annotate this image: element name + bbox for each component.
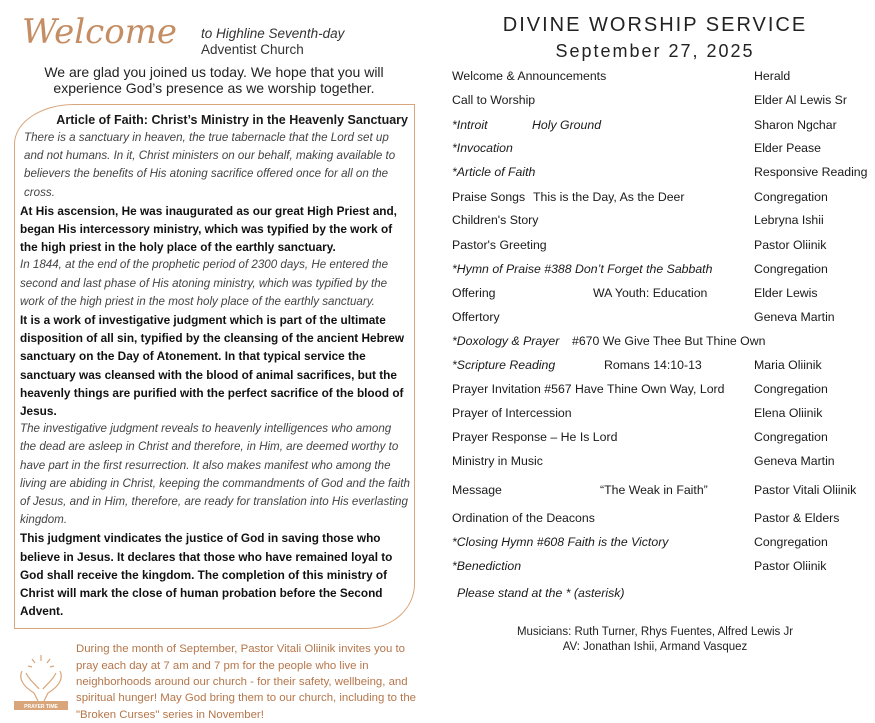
service-row xyxy=(452,483,873,499)
praying-hands-icon xyxy=(14,651,68,713)
service-row xyxy=(452,69,873,85)
prayer-invitation-text: During the month of September, Pastor Vitali Oliinik invites you to pray each day at 7 am and 7 pm for the people who live in neighborhoods around our church - for their safety, wellbeing, and spiritual hunger! May God bring them to our church, including to the "Broken Curses" series in November! xyxy=(76,643,417,721)
article-title: Article of Faith: Christ’s Ministry in the Heavenly Sanctuary xyxy=(56,113,408,127)
service-item: Prayer of Intercession xyxy=(452,406,572,420)
service-leader: Responsive Reading xyxy=(754,165,868,179)
service-row xyxy=(452,165,873,181)
service-leader: Pastor Oliinik xyxy=(754,559,827,573)
service-detail: “The Weak in Faith” xyxy=(600,483,708,497)
service-row xyxy=(452,213,873,229)
service-detail: #670 We Give Thee But Thine Own xyxy=(572,334,766,348)
service-item: Offertory xyxy=(452,310,500,324)
service-row xyxy=(452,141,873,157)
service-item: *Benediction xyxy=(452,559,522,573)
service-item: Pastor's Greeting xyxy=(452,238,547,252)
article-of-faith-box xyxy=(14,104,415,629)
service-item: *Closing Hymn #608 Faith is the Victory xyxy=(452,535,669,549)
service-row xyxy=(452,406,873,422)
service-row xyxy=(452,535,873,551)
service-leader: Congregation xyxy=(754,190,828,204)
service-leader: Elder Al Lewis Sr xyxy=(754,93,847,107)
welcome-script-logo: Welcome xyxy=(22,12,178,52)
service-row xyxy=(452,334,873,350)
article-paragraph: The investigative judgment reveals to heavenly intelligences who among the dead are asleep in Christ and therefore, in Him, are deemed worthy to have part in the first resurrection. It also makes manifest who among the living are abiding in Christ, keeping the commandments of God and the faith of Jesus, and in Him, therefore, are ready for translation into His everlasting kingdom. xyxy=(20,422,410,527)
welcome-subtitle-line1: to Highline Seventh-day xyxy=(201,26,345,41)
service-item: Prayer Response – He Is Lord xyxy=(452,430,618,444)
service-detail: This is the Day, As the Deer xyxy=(533,190,685,204)
service-detail: Romans 14:10-13 xyxy=(604,358,702,372)
service-title: DIVINE WORSHIP SERVICE xyxy=(502,14,808,36)
service-item: *Invocation xyxy=(452,141,513,155)
article-paragraph: It is a work of investigative judgment which is part of the ultimate disposition of all sin, typified by the cleansing of the ancient Hebrew sanctuary on the Day of Atonement. In that typical service the sanctuary was cleansed with the blood of animal sacrifices, but the heavenly things are purified with the perfect sacrifice of the blood of Jesus. xyxy=(20,313,405,419)
credits xyxy=(440,625,870,655)
av-credit: AV: Jonathan Ishii, Armand Vasquez xyxy=(562,641,748,653)
service-row xyxy=(452,238,873,254)
service-leader: Pastor & Elders xyxy=(754,511,840,525)
welcome-subtitle-line2: Adventist Church xyxy=(201,42,304,57)
service-item: Children's Story xyxy=(452,213,539,227)
welcome-header xyxy=(14,0,418,64)
service-detail: WA Youth: Education xyxy=(593,286,708,300)
service-item: Praise Songs xyxy=(452,190,526,204)
service-item: Offering xyxy=(452,286,496,300)
musicians-credit: Musicians: Ruth Turner, Rhys Fuentes, Alfred Lewis Jr xyxy=(516,626,794,638)
service-leader: Sharon Ngchar xyxy=(754,118,837,132)
service-row xyxy=(452,190,873,206)
service-item: Ministry in Music xyxy=(452,454,543,468)
service-item: Prayer Invitation #567 Have Thine Own Way, Lord xyxy=(452,382,725,396)
service-row xyxy=(452,511,873,527)
article-paragraph: At His ascension, He was inaugurated as our great High Priest and, began His intercessory ministry, which was typified by the work of the high priest in the holy place of the earthly sanctuary. xyxy=(20,203,397,255)
prayer-section xyxy=(14,641,418,722)
service-item: *Doxology & Prayer xyxy=(452,334,560,348)
service-item: *Scripture Reading xyxy=(452,358,556,372)
service-item: *Introit xyxy=(452,118,488,132)
service-row xyxy=(452,559,873,575)
service-leader: Geneva Martin xyxy=(754,310,835,324)
service-leader: Maria Oliinik xyxy=(754,358,822,372)
service-row xyxy=(452,93,873,109)
service-date: September 27, 2025 xyxy=(555,41,755,61)
welcome-subtitle xyxy=(201,26,344,58)
service-leader: Pastor Oliinik xyxy=(754,238,827,252)
service-item: Message xyxy=(452,483,502,497)
service-leader: Congregation xyxy=(754,535,828,549)
service-leader: Pastor Vitali Oliinik xyxy=(754,483,857,497)
stand-note: Please stand at the * (asterisk) xyxy=(457,586,625,600)
prayer-time-badge: PRAYER TIME xyxy=(24,704,58,711)
article-paragraph: There is a sanctuary in heaven, the true tabernacle that the Lord set up and not humans. In it, Christ ministers on our behalf, making available to believers the benefits of His atoning sacrifice offered once for all on the cross. xyxy=(24,131,396,199)
article-paragraph: This judgment vindicates the justice of God in saving those who believe in Jesus. It declares that those who have remained loyal to God shall receive the kingdom. The completion of this ministry of Christ will mark the close of human probation before the Second Advent. xyxy=(20,531,393,619)
service-item: Call to Worship xyxy=(452,93,536,107)
article-paragraph: In 1844, at the end of the prophetic period of 2300 days, He entered the second and last phase of His atoning ministry, which was typified by the work of the high priest in the most holy place of the earthly sanctuary. xyxy=(20,258,389,308)
service-leader: Elder Lewis xyxy=(754,286,818,300)
welcome-column xyxy=(14,0,418,723)
service-item: Welcome & Announcements xyxy=(452,69,607,83)
service-item: *Hymn of Praise #388 Don’t Forget the Sabbath xyxy=(452,262,713,276)
service-row xyxy=(452,382,873,398)
service-detail: Holy Ground xyxy=(532,118,602,132)
service-leader: Congregation xyxy=(754,430,828,444)
service-row xyxy=(452,286,873,302)
service-leader: Elder Pease xyxy=(754,141,821,155)
service-leader: Lebryna Ishii xyxy=(754,213,824,227)
service-leader: Congregation xyxy=(754,382,828,396)
service-row xyxy=(452,262,873,278)
service-row xyxy=(452,118,873,134)
service-item: Ordination of the Deacons xyxy=(452,511,595,525)
service-row xyxy=(452,430,873,446)
welcome-message: We are glad you joined us today. We hope that you will experience God’s presence as we worship together. xyxy=(44,64,384,96)
service-item: *Article of Faith xyxy=(452,165,536,179)
service-leader: Elena Oliinik xyxy=(754,406,823,420)
service-row xyxy=(452,310,873,326)
service-row xyxy=(452,454,873,470)
service-leader: Geneva Martin xyxy=(754,454,835,468)
service-row xyxy=(452,358,873,374)
service-leader: Herald xyxy=(754,69,791,83)
service-leader: Congregation xyxy=(754,262,828,276)
